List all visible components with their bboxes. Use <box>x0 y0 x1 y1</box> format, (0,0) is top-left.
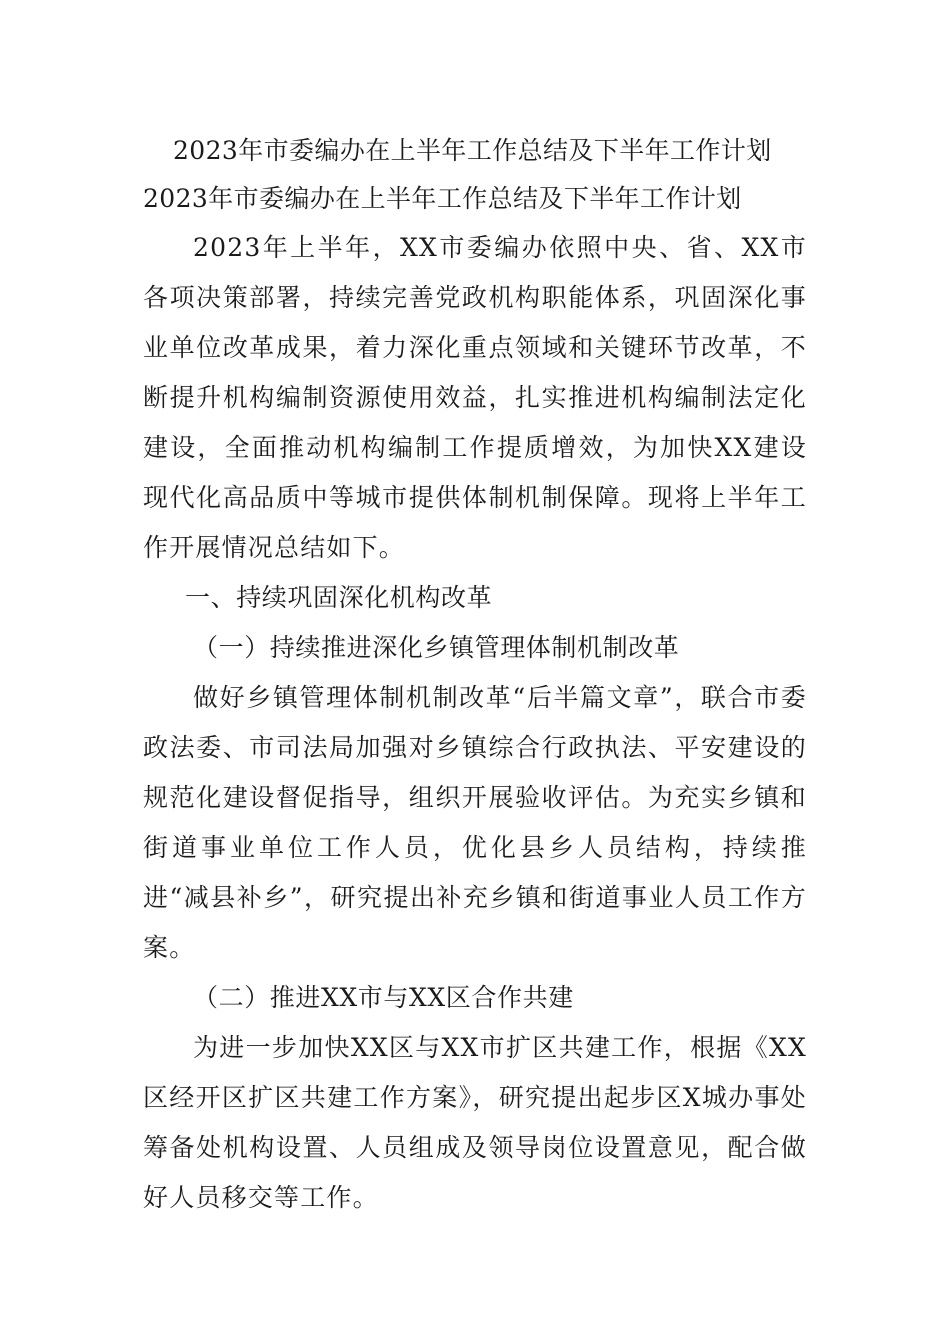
intro-paragraph: 2023年上半年，XX市委编办依照中央、省、XX市各项决策部署，持续完善党政机构职能体系，巩固深化事业单位改革成果，着力深化重点领域和关键环节改革，不断提升机构编制资源使用效益，扎实推进机构编制法定化建设，全面推动机构编制工作提质增效，为加快XX建设现代化高品质中等城市提供体制机制保障。现将上半年工作开展情况总结如下。 <box>143 233 807 562</box>
document-title-repeat: 2023年市委编办在上半年工作总结及下半年工作计划 <box>143 184 742 213</box>
subsection-heading: （一）持续推进深化乡镇管理体制机制改革 <box>193 633 680 662</box>
document-title: 2023年市委编办在上半年工作总结及下半年工作计划 <box>173 136 772 165</box>
section-heading: 一、持续巩固深化机构改革 <box>185 583 493 612</box>
subsection-heading: （二）推进XX市与XX区合作共建 <box>193 983 574 1012</box>
subsection-paragraph: 做好乡镇管理体制机制改革“后半篇文章”，联合市委政法委、市司法局加强对乡镇综合行政执法、平安建设的规范化建设督促指导，组织开展验收评估。为充实乡镇和街道事业单位工作人员，优化县乡人员结构，持续推进“减县补乡”，研究提出补充乡镇和街道事业人员工作方案。 <box>143 683 807 962</box>
subsection-paragraph: 为进一步加快XX区与XX市扩区共建工作，根据《XX区经开区扩区共建工作方案》，研究提出起步区X城办事处筹备处机构设置、人员组成及领导岗位设置意见，配合做好人员移交等工作。 <box>143 1033 807 1212</box>
document-body <box>143 127 807 1223</box>
